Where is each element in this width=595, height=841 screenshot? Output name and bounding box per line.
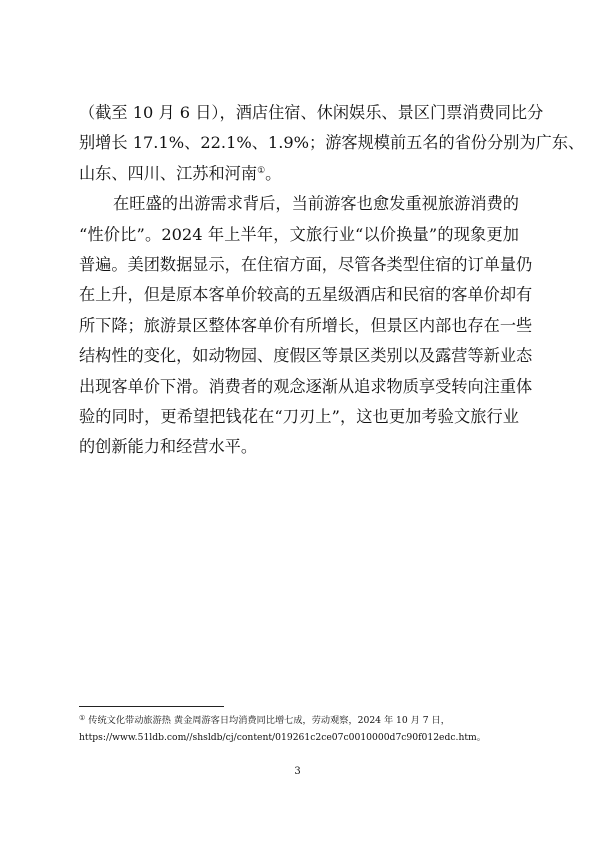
paragraph2-line: 出现客单价下滑。消费者的观念逐渐从追求物质享受转向注重体 [79, 376, 533, 396]
paragraph2-line: 普遍。美团数据显示，在住宿方面，尽管各类型住宿的订单量仍 [79, 254, 533, 274]
paragraph2-line: 的创新能力和经营水平。 [79, 437, 258, 457]
footnote-reference[interactable]: ① [257, 165, 266, 176]
paragraph1-line2: 别增长 17.1%、22.1%、1.9%；游客规模前五名的省份分别为广东、 [79, 133, 585, 153]
paragraph2-line: 在上升，但是原本客单价较高的五星级酒店和民宿的客单价却有 [79, 285, 533, 305]
paragraph2-line: 在旺盛的出游需求背后，当前游客也愈发重视旅游消费的 [113, 194, 519, 214]
body-text [79, 98, 585, 463]
paragraph1-line1: （截至 10 月 6 日），酒店住宿、休闲娱乐、景区门票消费同比分 [79, 103, 544, 122]
footnote-citation: 传统文化带动旅游热 黄金周游客日均消费同比增七成，劳动观察，2024 年 10 月 7 日， [88, 715, 450, 726]
footnote-marker: ① [79, 714, 86, 722]
paragraph2-line: 结构性的变化，如动物园、度假区等景区类别以及露营等新业态 [79, 346, 533, 366]
footnote-divider [79, 706, 224, 707]
paragraph2-line: “性价比”。2024 年上半年，文旅行业“以价换量”的现象更加 [79, 224, 519, 244]
footnote-url[interactable]: https://www.51ldb.com//shsldb/cj/content/019261c2ce07c0010000d7c90f012edc.htm。 [79, 732, 486, 743]
paragraph1-line3-text: 山东、四川、江苏和河南 [79, 163, 258, 183]
paragraph1-line3: 山东、四川、江苏和河南①。 [79, 163, 282, 183]
paragraph2-line: 所下降；旅游景区整体客单价有所增长，但景区内部也存在一些 [79, 315, 533, 335]
footnote-line1 [79, 712, 519, 729]
page-number: 3 [294, 766, 301, 777]
paragraph2-line: 验的同时，更希望把钱花在“刀刃上”，这也更加考验文旅行业 [79, 406, 519, 426]
footnote [79, 712, 519, 746]
